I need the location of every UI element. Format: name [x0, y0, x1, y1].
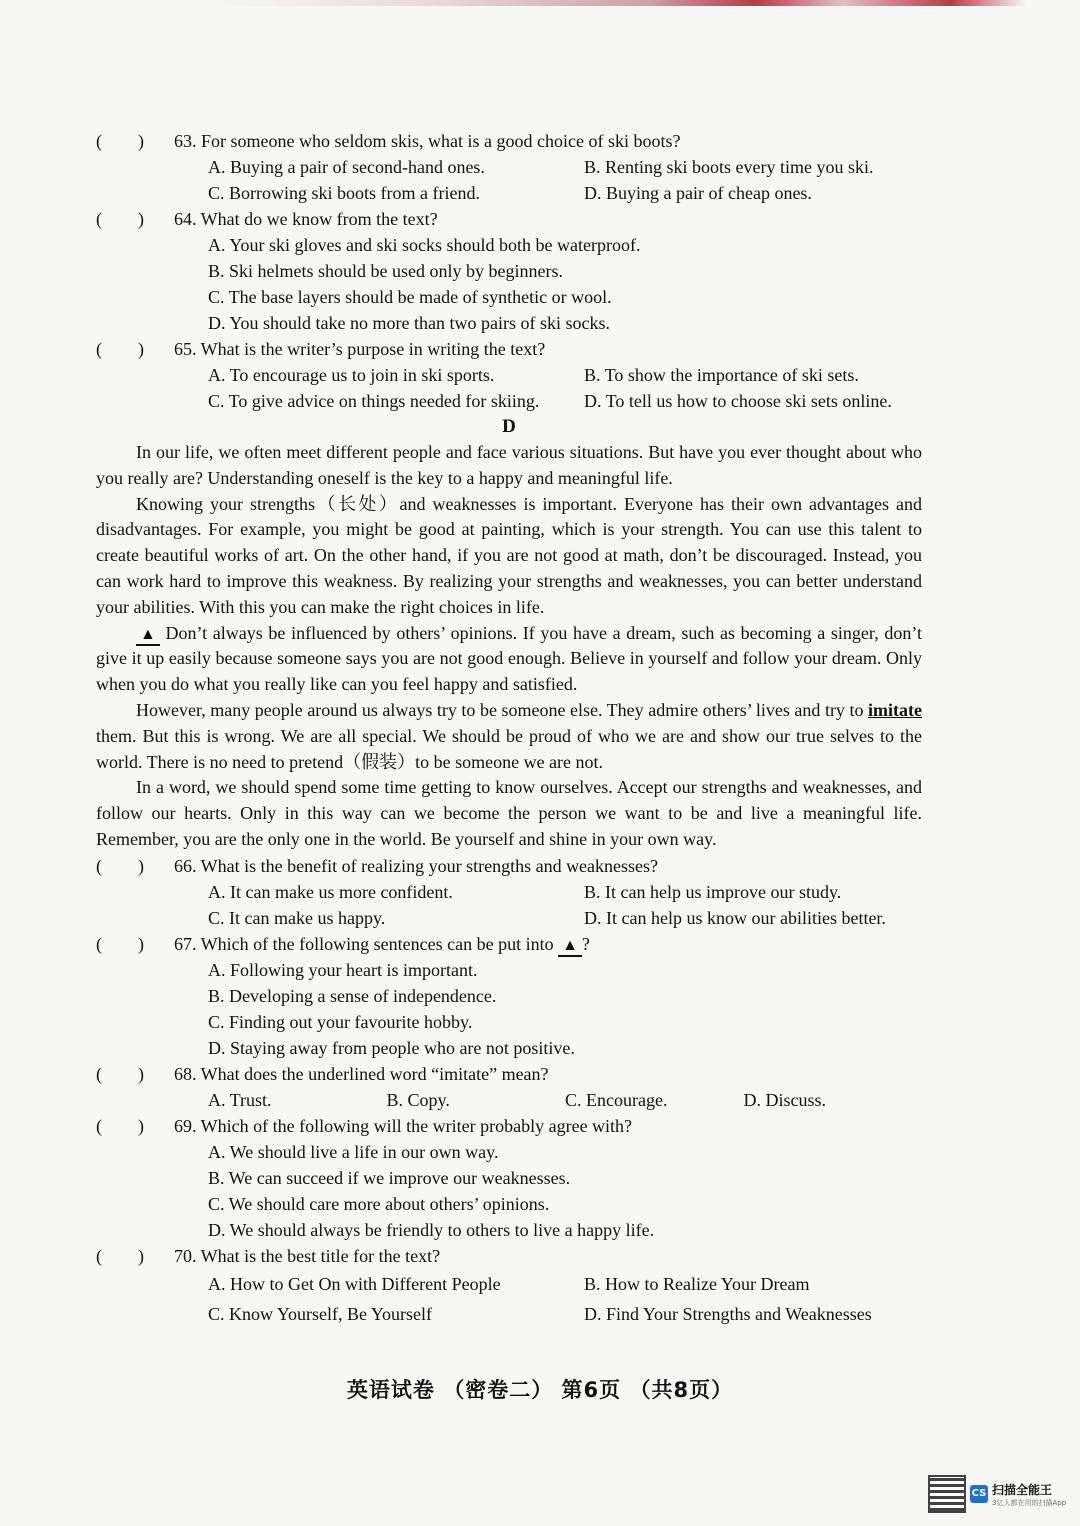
options-row [96, 1087, 922, 1113]
option-b[interactable]: B. Ski helmets should be used only by beginners. [208, 261, 563, 281]
option-d[interactable]: D. It can help us know our abilities better. [584, 907, 886, 928]
options-row [96, 905, 922, 931]
question-67 [96, 931, 922, 957]
option-a[interactable]: A. Following your heart is important. [208, 959, 478, 980]
passage-paragraph-2: Knowing your strengths（长处）and weaknesses is important. Everyone has their own advantages and disadvantages. For example, you might be good at painting, which is your strength. You can use this talent to create beautiful works of art. On the other hand, if you are not good at math, don’t be discouraged. Instead, you can work hard to improve this weakness. By realizing your strengths and weaknesses, you can better understand your abilities. With this you can make the right choices in life. [96, 493, 922, 617]
question-stem: 69. Which of the following will the writer probably agree with? [174, 1115, 633, 1136]
question-stem: 67. Which of the following sentences can be put into [174, 933, 554, 954]
answer-blank[interactable]: ( ) [96, 933, 144, 954]
question-stem: 70. What is the best title for the text? [174, 1245, 441, 1266]
option-a[interactable]: A. To encourage us to join in ski sports. [208, 365, 495, 385]
question-stem: 66. What is the benefit of realizing your strengths and weaknesses? [174, 855, 659, 876]
options-row [96, 1269, 922, 1299]
option-d[interactable]: D. To tell us how to choose ski sets online. [584, 391, 892, 411]
options-row [96, 362, 922, 388]
qr-code-icon [928, 1475, 966, 1513]
paragraph-text: However, many people around us always try to be someone else. They admire others’ lives and try to [136, 699, 864, 720]
option-b[interactable]: B. To show the importance of ski sets. [584, 365, 859, 385]
question-63 [96, 128, 922, 154]
option-b[interactable]: B. Developing a sense of independence. [208, 985, 497, 1006]
question-66 [96, 853, 922, 879]
answer-blank[interactable]: ( ) [96, 131, 144, 151]
option-c[interactable]: C. Know Yourself, Be Yourself [208, 1303, 433, 1324]
options-row [96, 879, 922, 905]
answer-blank[interactable]: ( ) [96, 1245, 144, 1266]
passage-paragraph-3 [96, 621, 922, 698]
answer-blank[interactable]: ( ) [96, 1115, 144, 1136]
question-65 [96, 336, 922, 362]
question-stem: 64. What do we know from the text? [174, 209, 438, 229]
option-c[interactable]: C. To give advice on things needed for skiing. [208, 391, 540, 411]
question-stem: 63. For someone who seldom skis, what is a good choice of ski boots? [174, 131, 681, 151]
answer-blank[interactable]: ( ) [96, 209, 144, 229]
question-stem: 68. What does the underlined word “imitate” mean? [174, 1063, 549, 1084]
option-c[interactable]: C. Encourage. [565, 1089, 668, 1110]
option-a[interactable]: A. Trust. [208, 1089, 272, 1110]
options-row [96, 154, 922, 180]
answer-blank[interactable]: ( ) [96, 1063, 144, 1084]
blank-triangle-icon: ▲ [558, 937, 582, 957]
option-c[interactable]: C. We should care more about others’ opinions. [208, 1193, 550, 1214]
scanner-name: 扫描全能王 [992, 1482, 1053, 1497]
option-b[interactable]: B. It can help us improve our study. [584, 881, 842, 902]
scanner-watermark [928, 1472, 1073, 1516]
option-a[interactable]: A. Buying a pair of second-hand ones. [208, 157, 485, 177]
options-row [96, 180, 922, 206]
option-b[interactable]: B. How to Realize Your Dream [584, 1273, 810, 1294]
question-end: ? [581, 933, 590, 954]
passage-paragraph-4 [96, 698, 922, 775]
option-c[interactable]: C. The base layers should be made of synthetic or wool. [208, 287, 612, 307]
question-stem: 65. What is the writer’s purpose in writing the text? [174, 339, 546, 359]
passage-paragraph-1: In our life, we often meet different people and face various situations. But have you ever thought about who you really are? Understanding oneself is the key to a happy and meaningful life. [96, 442, 922, 488]
options-row [96, 388, 922, 414]
section-heading: D [502, 416, 516, 437]
option-d[interactable]: D. We should always be friendly to others to live a happy life. [208, 1219, 655, 1240]
page-footer: 英语试卷 （密卷二） 第6页 （共8页） [346, 1378, 734, 1402]
option-d[interactable]: D. Find Your Strengths and Weaknesses [584, 1303, 872, 1324]
option-a[interactable]: A. We should live a life in our own way. [208, 1141, 499, 1162]
question-68 [96, 1061, 922, 1087]
paragraph-text: Don’t always be influenced by others’ opinions. If you have a dream, such as becoming a singer, don’t give it up easily because someone says you are not good enough. Believe in yourself and follow your dream. Only when you do what you really like can you feel happy and satisfied. [96, 622, 923, 695]
option-d[interactable]: D. You should take no more than two pairs of ski socks. [208, 313, 610, 333]
scanner-tagline: 3亿人都在用的扫描App [992, 1498, 1067, 1507]
answer-blank[interactable]: ( ) [96, 855, 144, 876]
passage-paragraph-5: In a word, we should spend some time getting to know ourselves. Accept our strengths and weaknesses, and follow our hearts. Only in this way can we become the person we want to be and live a meaningful life. Remember, you are the only one in the world. Be yourself and shine in your own way. [96, 777, 922, 849]
question-64 [96, 206, 922, 232]
options-row [96, 1299, 922, 1329]
option-c[interactable]: C. Borrowing ski boots from a friend. [208, 183, 480, 203]
question-70 [96, 1243, 922, 1269]
top-edge-stripe [0, 0, 1080, 6]
question-69 [96, 1113, 922, 1139]
option-c[interactable]: C. It can make us happy. [208, 907, 386, 928]
option-b[interactable]: B. Copy. [386, 1089, 450, 1110]
option-a[interactable]: A. How to Get On with Different People [208, 1273, 501, 1294]
option-d[interactable]: D. Buying a pair of cheap ones. [584, 183, 812, 203]
option-b[interactable]: B. We can succeed if we improve our weaknesses. [208, 1167, 571, 1188]
camscanner-logo-icon: CS [970, 1485, 988, 1503]
option-d[interactable]: D. Discuss. [743, 1089, 827, 1110]
underlined-word: imitate [868, 699, 922, 720]
option-a[interactable]: A. Your ski gloves and ski socks should both be waterproof. [208, 235, 641, 255]
option-c[interactable]: C. Finding out your favourite hobby. [208, 1011, 473, 1032]
exam-page [96, 128, 922, 1329]
option-b[interactable]: B. Renting ski boots every time you ski. [584, 157, 874, 177]
option-a[interactable]: A. It can make us more confident. [208, 881, 453, 902]
blank-triangle-icon: ▲ [136, 626, 160, 646]
answer-blank[interactable]: ( ) [96, 339, 144, 359]
option-d[interactable]: D. Staying away from people who are not positive. [208, 1037, 575, 1058]
paragraph-text: them. But this is wrong. We are all special. We should be proud of who we are and show our true selves to the world. There is no need to pretend（假装）to be someone we are not. [96, 725, 922, 772]
